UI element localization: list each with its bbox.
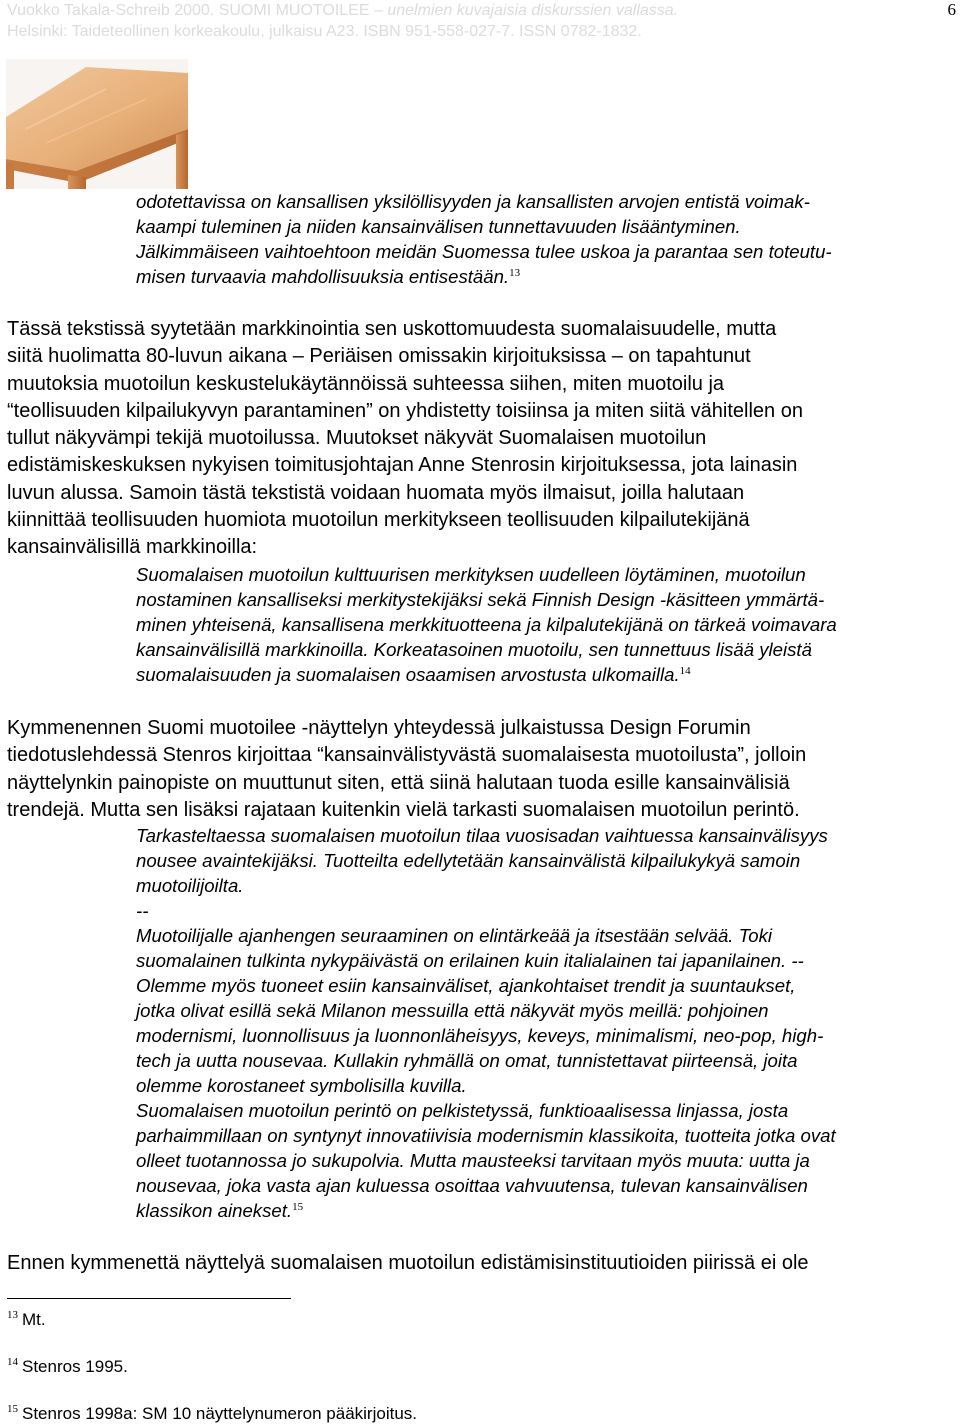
paragraph-line: trendejä. Mutta sen lisäksi rajataan kuitenkin vielä tarkasti suomalaisen muotoilun perintö. (7, 798, 800, 821)
footnote-14 (7, 1357, 128, 1377)
paragraph-line: Kymmenennen Suomi muotoilee -näyttelyn yhteydessä julkaistussa Design Forumin (7, 717, 751, 739)
paragraph-line: näyttelynkin painopiste on muuttunut siten, että siinä halutaan tuoda esille kansainvälisiä (7, 771, 790, 794)
block-quote-3 (136, 823, 956, 1223)
quote-line-text: misen turvaavia mahdollisuuksia entisestään. (136, 266, 510, 287)
footnote-13 (7, 1310, 46, 1330)
paragraph-line: kansainvälisillä markkinoilla: (7, 536, 258, 559)
paragraph-line: kiinnittää teollisuuden huomiota muotoilun merkitykseen teollisuuden kilpailutekijänä (7, 509, 750, 532)
quote-line (136, 264, 956, 289)
quote-line: jotka olivat esillä sekä Milanon messuilla että näkyvät myös meillä: pohjoinen (136, 1000, 769, 1021)
footnote-text: Stenros 1998a: SM 10 näyttelynumeron pääkirjoitus. (22, 1404, 418, 1423)
paragraph-line: tiedotuslehdessä Stenros kirjoittaa “kansainvälistyvästä suomalaisesta muotoilusta”, jolloin (7, 744, 807, 767)
quote-line: olleet tuotannossa jo sukupolvia. Mutta mausteeksi tarvitaan myös muuta: uutta ja (136, 1150, 810, 1171)
paragraph-3 (7, 1250, 955, 1277)
footnote-number: 14 (7, 1356, 18, 1368)
quote-line (136, 662, 956, 687)
quote-line: Olemme myös tuoneet esiin kansainväliset, ajankohtaiset trendit ja suuntaukset, (136, 975, 796, 996)
footnote-ref-14[interactable]: 14 (679, 665, 691, 677)
footnote-ref-15[interactable]: 15 (292, 1201, 304, 1213)
footnote-ref-13[interactable]: 13 (509, 267, 521, 279)
quote-line: olemme korostaneet symbolisilla kuvilla. (136, 1075, 467, 1096)
quote-line: Muotoilijalle ajanhengen seuraaminen on elintärkeää ja itsestään selvää. Toki (136, 925, 773, 946)
block-quote-2 (136, 562, 956, 687)
quote-line: minen yhteisenä, kansallisena merkkituotteena ja kilpalutekijänä on tärkeä voimavara (136, 614, 837, 635)
quote-line: kaampi tuleminen ja niiden kansainvälisen tunnettavuuden lisääntyminen. (136, 216, 741, 237)
quote-line: -- (136, 900, 149, 921)
chair-illustration (6, 59, 188, 189)
paragraph-line: muutoksia muotoilun keskustelukäytännöissä suhteessa siihen, miten muotoilu ja (7, 372, 725, 395)
quote-line-text: klassikon ainekset. (136, 1200, 293, 1221)
header-subtitle: unelmien kuvajaisia diskurssien vallassa. (387, 2, 679, 19)
paragraph-2 (7, 715, 955, 824)
footnote-text: Stenros 1995. (22, 1357, 128, 1376)
footnote-number: 13 (7, 1309, 18, 1321)
header-line-1 (7, 0, 947, 21)
quote-line: Jälkimmäiseen vaihtoehtoon meidän Suomessa tulee uskoa ja parantaa sen toteutu- (136, 241, 832, 262)
quote-line: tech ja uutta nousevaa. Kullakin ryhmällä on omat, tunnistettavat piirteensä, joita (136, 1050, 798, 1071)
quote-line: suomalainen tulkinta nykypäivästä on erilainen kuin italialainen tai japanilainen. -- (136, 950, 804, 971)
paragraph-line: “teollisuuden kilpailukyvyn parantaminen” on yhdistetty toisiinsa ja miten siitä vähitellen on (7, 399, 803, 422)
quote-line: Suomalaisen muotoilun perintö on pelkistetyssä, funktioaalisessa linjassa, josta (136, 1100, 789, 1121)
quote-line-text: suomalaisuuden ja suomalaisen osaamisen arvostusta ulkomailla. (136, 664, 680, 685)
paragraph-line: siitä huolimatta 80-luvun aikana – Periäisen omissakin kirjoituksissa – on tapahtunut (7, 345, 751, 368)
quote-line: kansainvälisillä markkinoilla. Korkeatasoinen muotoilu, sen tunnettuus lisää yleistä (136, 639, 812, 660)
footnote-text: Mt. (22, 1310, 46, 1329)
paragraph-1 (7, 316, 955, 562)
footnote-divider (7, 1298, 291, 1299)
quote-line: nousee avaintekijäksi. Tuotteilta edellytetään kansainvälistä kilpailukykyä samoin (136, 850, 801, 871)
header-author-title: Vuokko Takala-Schreib 2000. SUOMI MUOTOILEE – (7, 2, 388, 19)
running-header (7, 0, 947, 42)
quote-line: nousevaa, joka vasta ajan kuluessa osoittaa vahvuutensa, tulevan kansainvälisen (136, 1175, 808, 1196)
paragraph-line: tullut näkyvämpi tekijä muotoilussa. Muutokset näkyvät Suomalaisen muotoilun (7, 427, 707, 450)
paragraph-line: Ennen kymmenettä näyttelyä suomalaisen muotoilun edistämisinstituutioiden piirissä ei ole (7, 1252, 809, 1274)
paragraph-line: Tässä tekstissä syytetään markkinointia sen uskottomuudesta suomalaisuudelle, mutta (7, 318, 777, 340)
page-number: 6 (947, 0, 956, 19)
quote-line: parhaimmillaan on syntynyt innovatiivisia modernismin klassikoita, tuotteita jotka ovat (136, 1125, 836, 1146)
block-quote-1 (136, 189, 956, 289)
quote-line: muotoilijoilta. (136, 875, 244, 896)
footnote-number: 15 (7, 1403, 18, 1415)
footnote-15 (7, 1404, 417, 1424)
quote-line: modernismi, luonnollisuus ja luonnonläheisyys, keveys, minimalismi, neo-pop, high- (136, 1025, 824, 1046)
chair-photo (6, 59, 188, 189)
quote-line: Tarkasteltaessa suomalaisen muotoilun tilaa vuosisadan vaihtuessa kansainvälisyys (136, 825, 828, 846)
paragraph-line: luvun alussa. Samoin tästä tekstistä voidaan huomata myös ilmaisut, joilla halutaan (7, 481, 745, 504)
quote-line: nostaminen kansalliseksi merkitystekijäksi sekä Finnish Design -käsitteen ymmärtä- (136, 589, 825, 610)
quote-line (136, 1198, 956, 1223)
paragraph-line: edistämiskeskuksen nykyisen toimitusjohtajan Anne Stenrosin kirjoituksessa, jota lainasin (7, 454, 798, 477)
quote-line: odotettavissa on kansallisen yksilöllisyyden ja kansallisten arvojen entistä voimak- (136, 191, 810, 212)
header-line-2: Helsinki: Taideteollinen korkeakoulu, julkaisu A23. ISBN 951-558-027-7. ISSN 0782-1832. (7, 23, 642, 40)
quote-line: Suomalaisen muotoilun kulttuurisen merkityksen uudelleen löytäminen, muotoilun (136, 564, 806, 585)
